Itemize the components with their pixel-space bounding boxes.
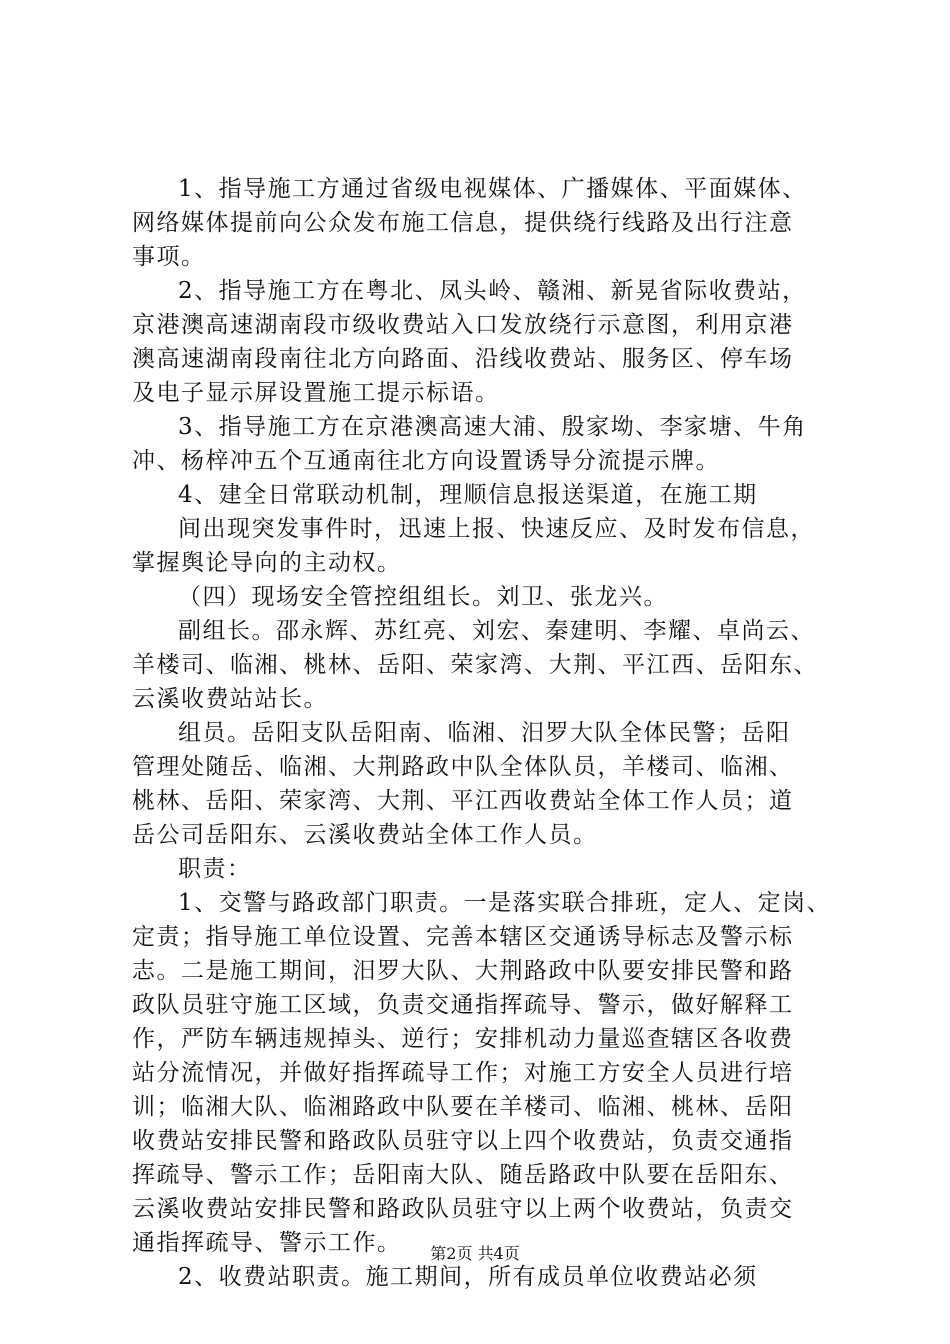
text-line: 作，严防车辆违规掉头、逆行；安排机动力量巡查辖区各收费 bbox=[132, 1026, 794, 1052]
text-line: 羊楼司、临湘、桃林、岳阳、荣家湾、大荆、平江西、岳阳东、 bbox=[132, 652, 818, 678]
text-line: 通指挥疏导、警示工作。 bbox=[132, 1230, 402, 1256]
text-line: 岳公司岳阳东、云溪收费站全体工作人员。 bbox=[132, 822, 598, 848]
text-line: 1、交警与路政部门职责。一是落实联合排班，定人、定岗、 bbox=[178, 890, 832, 916]
text-line: 2、收费站职责。施工期间，所有成员单位收费站必须 bbox=[178, 1264, 758, 1290]
text-line: 挥疏导、警示工作；岳阳南大队、随岳路政中队要在岳阳东、 bbox=[132, 1162, 794, 1188]
text-line: 定责；指导施工单位设置、完善本辖区交通诱导标志及警示标 bbox=[132, 924, 794, 950]
text-line: 间出现突发事件时，迅速上报、快速反应、及时发布信息， bbox=[178, 516, 815, 542]
text-line: 收费站安排民警和路政队员驻守以上四个收费站，负责交通指 bbox=[132, 1128, 794, 1154]
text-line: 副组长。邵永辉、苏红亮、刘宏、秦建明、李耀、卓尚云、 bbox=[178, 618, 815, 644]
text-line: 京港澳高速湖南段市级收费站入口发放绕行示意图，利用京港 bbox=[132, 312, 794, 338]
page-number: 第2页 共4页 bbox=[430, 1244, 520, 1263]
text-line: 桃林、岳阳、荣家湾、大荆、平江西收费站全体工作人员；道 bbox=[132, 788, 794, 814]
text-line: 管理处随岳、临湘、大荆路政中队全体队员，羊楼司、临湘、 bbox=[132, 754, 794, 780]
text-line: 1、指导施工方通过省级电视媒体、广播媒体、平面媒体、 bbox=[178, 176, 807, 202]
text-line: 站分流情况，并做好指挥疏导工作；对施工方安全人员进行培 bbox=[132, 1060, 794, 1086]
text-line: 网络媒体提前向公众发布施工信息，提供绕行线路及出行注意 bbox=[132, 210, 794, 236]
text-line: 3、指导施工方在京港澳高速大浦、殷家坳、李家塘、牛角 bbox=[178, 414, 807, 440]
text-line: 云溪收费站安排民警和路政队员驻守以上两个收费站，负责交 bbox=[132, 1196, 794, 1222]
text-line: 志。二是施工期间，汨罗大队、大荆路政中队要安排民警和路 bbox=[132, 958, 794, 984]
text-line: 及电子显示屏设置施工提示标语。 bbox=[132, 380, 500, 406]
text-line: （四）现场安全管控组组长。刘卫、张龙兴。 bbox=[178, 584, 668, 610]
text-line: 事项。 bbox=[132, 244, 206, 270]
text-line: 4、建全日常联动机制，理顺信息报送渠道，在施工期 bbox=[178, 482, 758, 508]
text-line: 掌握舆论导向的主动权。 bbox=[132, 550, 402, 576]
text-line: 2、指导施工方在粤北、凤头岭、赣湘、新晃省际收费站， bbox=[178, 278, 807, 304]
text-line: 政队员驻守施工区域，负责交通指挥疏导、警示，做好解释工 bbox=[132, 992, 794, 1018]
text-line: 冲、杨梓冲五个互通南往北方向设置诱导分流提示牌。 bbox=[132, 448, 720, 474]
text-line: 澳高速湖南段南往北方向路面、沿线收费站、服务区、停车场 bbox=[132, 346, 794, 372]
text-line: 组员。岳阳支队岳阳南、临湘、汨罗大队全体民警；岳阳 bbox=[178, 720, 791, 746]
text-line: 职责： bbox=[178, 856, 252, 882]
text-line: 云溪收费站站长。 bbox=[132, 686, 328, 712]
text-line: 训；临湘大队、临湘路政中队要在羊楼司、临湘、桃林、岳阳 bbox=[132, 1094, 794, 1120]
